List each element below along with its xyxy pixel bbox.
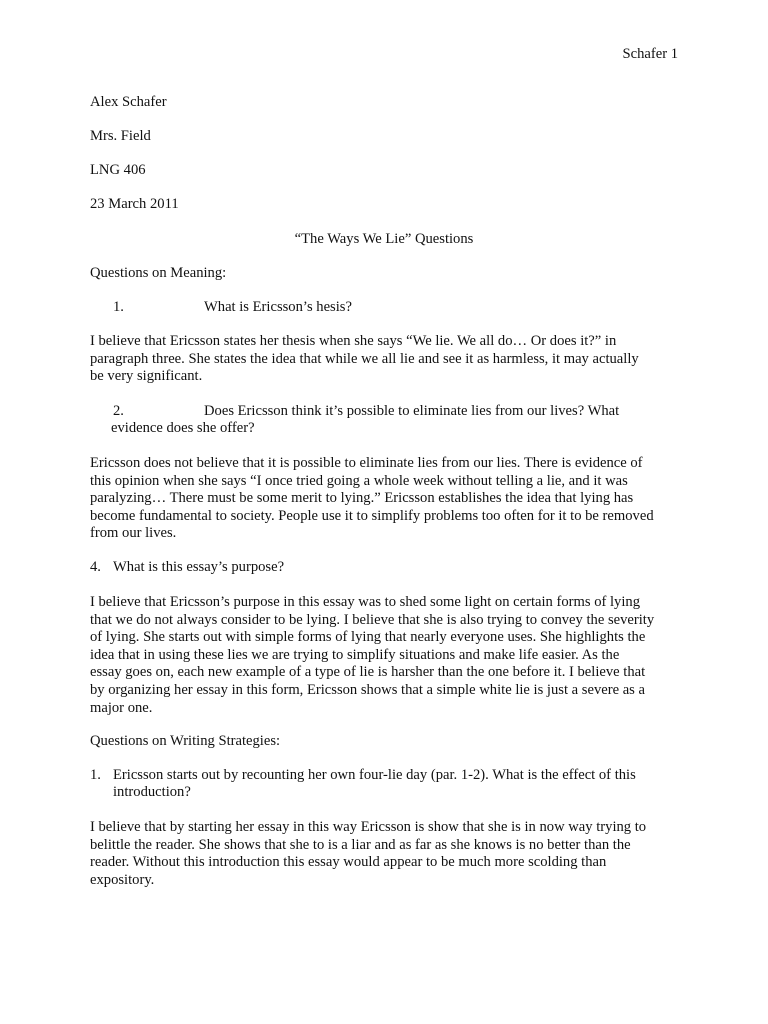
section-heading-meaning: Questions on Meaning: — [90, 265, 227, 281]
answer-line: reader. Without this introduction this essay would appear to be much more scolding than — [90, 854, 607, 871]
answer-line: that we do not always consider to be lying. I believe that she is also trying to convey the severity — [90, 611, 655, 628]
question-text-continued: introduction? — [113, 784, 191, 800]
question-number: 1. — [90, 767, 101, 783]
author-name: Alex Schafer — [90, 94, 167, 110]
question-text: Ericsson starts out by recounting her own four-lie day (par. 1-2). What is the effect of this — [113, 767, 636, 783]
answer-4 — [90, 594, 690, 717]
answer-line: essay goes on, each new example of a type of lie is harsher than the one before it. I believe that — [90, 664, 646, 681]
answer-line: belittle the reader. She shows that she to is a liar and as far as she knows is no better than the — [90, 836, 631, 853]
question-number: 4. — [90, 559, 101, 575]
course-code: LNG 406 — [90, 162, 146, 178]
document-date: 23 March 2011 — [90, 196, 179, 212]
answer-2 — [90, 455, 690, 543]
answer-line: from our lives. — [90, 525, 177, 542]
writing-answer-1 — [90, 819, 690, 889]
document-title: “The Ways We Lie” Questions — [294, 231, 474, 247]
answer-line: major one. — [90, 699, 153, 716]
question-number: 1. — [113, 299, 124, 315]
answer-line: expository. — [90, 871, 155, 888]
answer-line: Ericsson does not believe that it is possible to eliminate lies from our lies. There is evidence of — [90, 455, 643, 471]
answer-line: paragraph three. She states the idea that while we all lie and see it as harmless, it may actually — [90, 350, 639, 367]
answer-1 — [90, 333, 690, 386]
answer-line: I believe that by starting her essay in this way Ericsson is show that she is in now way trying to — [90, 819, 647, 835]
answer-line: become fundamental to society. People use it to simplify problems too often for it to be removed — [90, 507, 654, 524]
question-text: What is this essay’s purpose? — [113, 559, 285, 575]
answer-line: be very significant. — [90, 368, 203, 385]
answer-line: by organizing her essay in this form, Ericsson shows that a simple white lie is just a severe as a — [90, 681, 645, 698]
question-text-continued: evidence does she offer? — [111, 420, 255, 436]
question-number: 2. — [113, 403, 124, 419]
teacher-name: Mrs. Field — [90, 128, 151, 144]
page-header: Schafer 1 — [622, 46, 678, 62]
question-text: What is Ericsson’s hesis? — [204, 299, 352, 315]
answer-line: I believe that Ericsson’s purpose in this essay was to shed some light on certain forms of lying — [90, 594, 641, 610]
answer-line: paralyzing… There must be some merit to lying.” Ericsson establishes the idea that lying has — [90, 490, 634, 507]
question-text: Does Ericsson think it’s possible to eliminate lies from our lives? What — [204, 403, 620, 419]
section-heading-writing-strategies: Questions on Writing Strategies: — [90, 733, 281, 749]
answer-line: of lying. She starts out with simple forms of lying that nearly everyone uses. She highlights the — [90, 629, 646, 646]
answer-line: I believe that Ericsson states her thesis when she says “We lie. We all do… Or does it?” in — [90, 333, 617, 349]
answer-line: this opinion when she says “I once tried going a whole week without telling a lie, and it was — [90, 472, 628, 489]
answer-line: idea that in using these lies we are trying to simplify situations and make life easier. As the — [90, 646, 620, 663]
